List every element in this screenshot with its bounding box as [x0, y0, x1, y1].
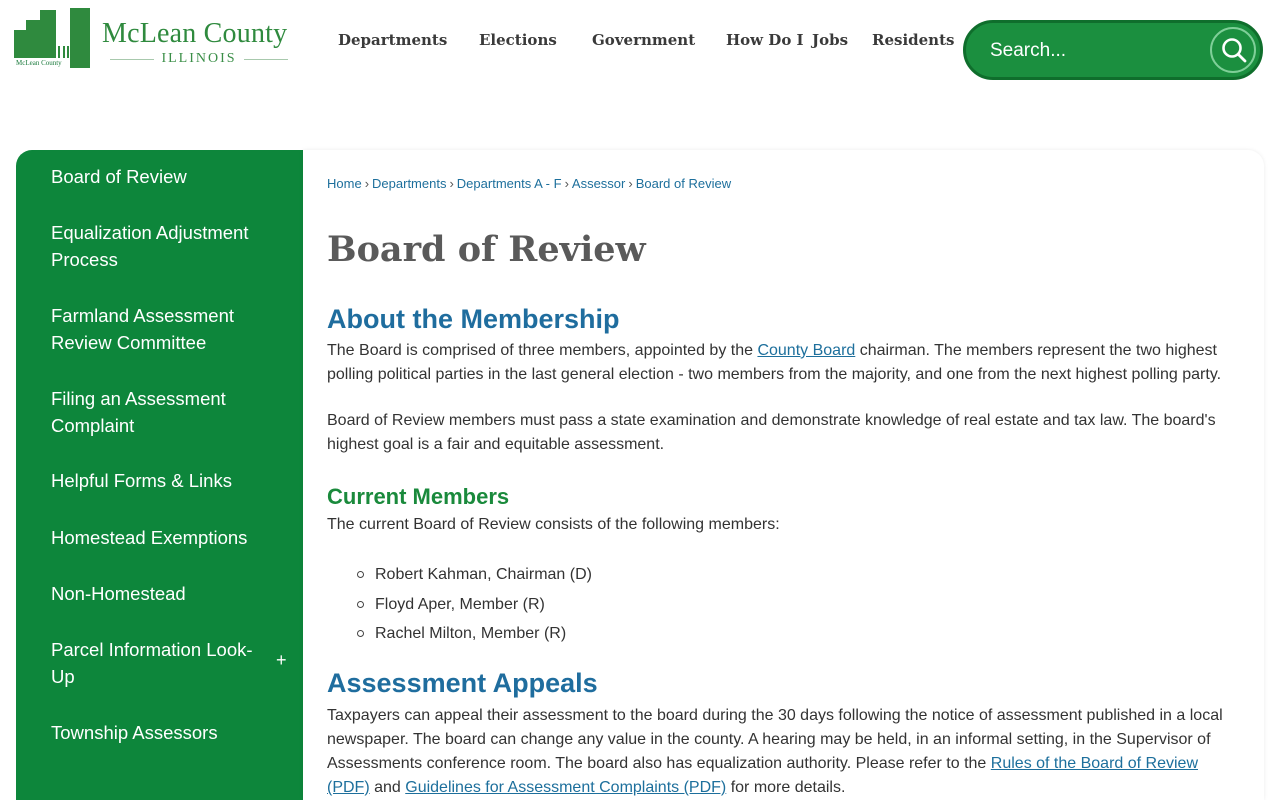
breadcrumb-assessor[interactable]: Assessor	[571, 176, 626, 191]
sidebar-item-filing-an-assessment-complaint[interactable]: Filing an Assessment Complaint	[51, 388, 226, 436]
nav-elections[interactable]: Elections	[479, 31, 557, 49]
heading-about-membership: About the Membership	[327, 304, 620, 334]
nav-government[interactable]: Government	[592, 31, 696, 49]
breadcrumb-departments-a-f[interactable]: Departments A - F	[456, 176, 562, 191]
heading-assessment-appeals: Assessment Appeals	[327, 668, 598, 698]
sidebar-item-equalization-adjustment-process[interactable]: Equalization Adjustment Process	[51, 222, 249, 270]
breadcrumb-separator: ›	[564, 176, 569, 191]
about-text-start: The Board is comprised of three members, appointed by the	[327, 342, 758, 359]
appeals-text-end: for more details.	[726, 779, 846, 796]
logo-small-text: McLean County	[16, 59, 62, 67]
sidebar-item-township-assessors[interactable]: Township Assessors	[51, 722, 218, 743]
expand-plus-icon[interactable]: +	[276, 650, 287, 670]
page-title: Board of Review	[327, 229, 646, 270]
members-list	[327, 560, 592, 649]
list-item: Rachel Milton, Member (R)	[327, 619, 592, 649]
sidebar-item-farmland-assessment-review-committee[interactable]: Farmland Assessment Review Committee	[51, 305, 235, 353]
rules-board-of-review-pdf-link[interactable]: Rules of the Board of Review (PDF)	[327, 755, 1198, 796]
sidebar-item-parcel-information-look-up[interactable]: Parcel Information Look-Up	[51, 639, 253, 687]
logo-name: McLean County	[102, 18, 288, 49]
heading-current-members: Current Members	[327, 484, 510, 509]
guidelines-assessment-complaints-pdf-link[interactable]: Guidelines for Assessment Complaints (PDF)	[405, 779, 727, 796]
breadcrumb-board-of-review[interactable]: Board of Review	[635, 176, 732, 191]
sidebar-item-board-of-review[interactable]: Board of Review	[51, 166, 187, 187]
current-members-intro: The current Board of Review consists of the following members:	[327, 516, 780, 533]
breadcrumb-separator: ›	[449, 176, 454, 191]
nav-jobs[interactable]: Jobs	[812, 31, 849, 49]
breadcrumb-home[interactable]: Home	[327, 176, 362, 191]
breadcrumb-separator: ›	[628, 176, 633, 191]
search-input[interactable]	[988, 35, 1207, 67]
search-button[interactable]	[1210, 27, 1256, 73]
sidebar-nav	[16, 150, 303, 800]
appeals-text-mid: and	[369, 779, 406, 796]
sidebar-item-non-homestead[interactable]: Non-Homestead	[51, 583, 186, 604]
breadcrumb-departments[interactable]: Departments	[372, 176, 447, 191]
nav-how-do-i[interactable]: How Do I	[726, 31, 804, 49]
search-box	[963, 20, 1263, 80]
sidebar-item-homestead-exemptions[interactable]: Homestead Exemptions	[51, 527, 248, 548]
nav-departments[interactable]: Departments	[338, 31, 448, 49]
search-icon	[1221, 37, 1247, 63]
sidebar-item-helpful-forms-links[interactable]: Helpful Forms & Links	[51, 470, 232, 491]
about-text-end: chairman. The members represent the two highest polling political parties in the last general election - two members from the majority, and one from the next highest polling party.	[327, 342, 1222, 383]
logo-state: ILLINOIS	[161, 51, 237, 66]
breadcrumb	[327, 176, 731, 191]
breadcrumb-separator: ›	[364, 176, 370, 191]
county-board-link[interactable]: County Board	[757, 342, 856, 359]
list-item: Robert Kahman, Chairman (D)	[327, 560, 592, 590]
about-paragraph-1	[327, 339, 1232, 387]
nav-residents[interactable]: Residents	[872, 31, 955, 49]
about-paragraph-2: Board of Review members must pass a state examination and demonstrate knowledge of real estate and tax law. The board's highest goal is a fair and equitable assessment.	[327, 412, 1216, 453]
county-logo[interactable]	[14, 6, 299, 70]
appeals-text-start: Taxpayers can appeal their assessment to the board during the 30 days following the notice of assessment published in a local newspaper. The board can change any value in the county. A hearing may be held, in an informal setting, in the Supervisor of Assessments conference room. The board also has equalization authority. Please refer to the	[327, 707, 1223, 772]
list-item: Floyd Aper, Member (R)	[327, 590, 592, 620]
appeals-paragraph	[327, 704, 1232, 800]
